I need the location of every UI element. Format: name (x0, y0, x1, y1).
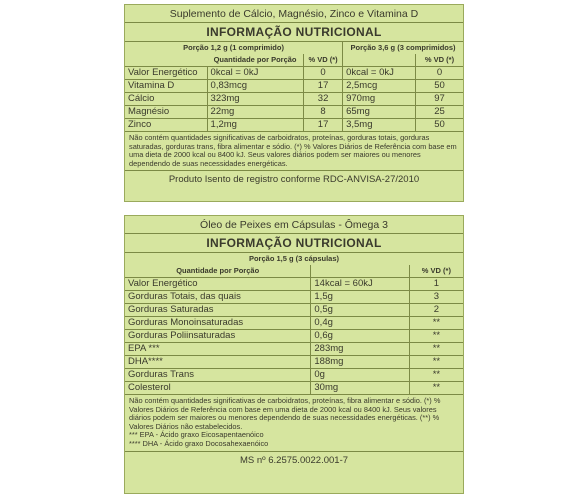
table-row (125, 369, 463, 382)
nutrient-name: Zinco (125, 119, 207, 132)
col-vd: % VD (*) (409, 265, 463, 278)
product-title: Óleo de Peixes em Cápsulas - Ômega 3 (200, 219, 388, 231)
quantity: 0g (311, 369, 409, 382)
table-row (125, 304, 463, 317)
vd-value: ** (409, 343, 463, 356)
quantity: 1,2mg (207, 119, 304, 132)
vd-value: ** (409, 317, 463, 330)
nutrition-heading: INFORMAÇÃO NUTRICIONAL (125, 22, 463, 42)
nutrient-name: Gorduras Monoinsaturadas (125, 317, 311, 330)
quantity: 3,5mg (343, 119, 416, 132)
quantity: 970mg (343, 93, 416, 106)
nutrient-name: Gorduras Totais, das quais (125, 291, 311, 304)
quantity: 0,83mcg (207, 80, 304, 93)
quantity: 0kcal = 0kJ (343, 67, 416, 80)
footnote: Não contém quantidades significativas de carboidratos, proteínas, gorduras totais, gorduras saturadas, gorduras trans, fibra alimentar e sódio. (*) % Valores Diários de Referência com base em uma dieta de 2000 kcal ou 8400 kJ. Seus valores diários podem ser maiores ou menores dependendo de suas necessidades energéticas. (125, 131, 463, 170)
vd-value: 50 (415, 119, 463, 132)
table-row (125, 356, 463, 369)
nutrient-name: Gorduras Saturadas (125, 304, 311, 317)
quantity: 30mg (311, 382, 409, 395)
dha-definition: **** DHA - Ácido graxo Docosahexaenóico (129, 438, 269, 448)
nutrient-name: Vitamina D (125, 80, 207, 93)
registration-number: MS nº 6.2575.0022.001-7 (125, 451, 463, 469)
vd-value: 2 (409, 304, 463, 317)
nutrient-name: Valor Energético (125, 278, 311, 291)
nutrient-name: Cálcio (125, 93, 207, 106)
col-vd: % VD (*) (304, 54, 343, 67)
table-row (125, 106, 463, 119)
vd-value: ** (409, 330, 463, 343)
nutrient-name: EPA *** (125, 343, 311, 356)
portion-single: Porção 1,2 g (1 comprimido) (183, 43, 284, 52)
table-row (125, 291, 463, 304)
nutrient-name: Gorduras Poliinsaturadas (125, 330, 311, 343)
nutrition-table (125, 253, 463, 394)
table-row (125, 382, 463, 395)
quantity: 0,4g (311, 317, 409, 330)
quantity: 0kcal = 0kJ (207, 67, 304, 80)
quantity: 65mg (343, 106, 416, 119)
table-row (125, 93, 463, 106)
table-row (125, 67, 463, 80)
vd-value: 32 (304, 93, 343, 106)
quantity: 2,5mcg (343, 80, 416, 93)
footnote-text: Não contém quantidades significativas de carboidratos, proteínas, fibra alimentar e sódio. (*) % Valores Diários de Referência com base em uma dieta de 2000 kcal ou 8400 kJ. Seus valores diários podem ser maiores ou menores dependendo de suas necessidades energéticas. (**) % Valores Diários não estabelecidos. (129, 396, 441, 431)
vd-value: 17 (304, 119, 343, 132)
nutrition-heading: INFORMAÇÃO NUTRICIONAL (125, 233, 463, 253)
table-row (125, 80, 463, 93)
quantity: 22mg (207, 106, 304, 119)
vd-value: 0 (304, 67, 343, 80)
vd-value: 8 (304, 106, 343, 119)
registration-note: Produto Isento de registro conforme RDC-ANVISA-27/2010 (125, 170, 463, 188)
table-row (125, 317, 463, 330)
product-title: Suplemento de Cálcio, Magnésio, Zinco e Vitamina D (169, 8, 419, 20)
col-quantity: Quantidade por Porção (176, 266, 260, 275)
vd-value: 50 (415, 80, 463, 93)
table-row (125, 119, 463, 132)
quantity: 0,6g (311, 330, 409, 343)
quantity: 0,5g (311, 304, 409, 317)
table-row (125, 343, 463, 356)
vd-value: 3 (409, 291, 463, 304)
col-quantity: Quantidade por Porção (213, 55, 297, 64)
vd-value: 25 (415, 106, 463, 119)
vd-value: ** (409, 382, 463, 395)
quantity: 1,5g (311, 291, 409, 304)
calcium-supplement-label (124, 4, 464, 202)
table-row (125, 330, 463, 343)
vd-value: 1 (409, 278, 463, 291)
vd-value: ** (409, 356, 463, 369)
nutrition-table (125, 42, 463, 131)
nutrient-name: Valor Energético (125, 67, 207, 80)
vd-value: ** (409, 369, 463, 382)
nutrient-name: Colesterol (125, 382, 311, 395)
omega3-label (124, 215, 464, 494)
nutrient-name: Gorduras Trans (125, 369, 311, 382)
quantity: 323mg (207, 93, 304, 106)
footnote (125, 394, 463, 451)
vd-value: 97 (415, 93, 463, 106)
quantity: 188mg (311, 356, 409, 369)
quantity: 14kcal = 60kJ (311, 278, 409, 291)
nutrient-name: DHA**** (125, 356, 311, 369)
portion-size: Porção 1,5 g (3 cápsulas) (248, 254, 340, 263)
table-row (125, 278, 463, 291)
vd-value: 17 (304, 80, 343, 93)
vd-value: 0 (415, 67, 463, 80)
quantity: 283mg (311, 343, 409, 356)
epa-definition: *** EPA - Ácido graxo Eicosapentaenóico (129, 430, 264, 440)
nutrient-name: Magnésio (125, 106, 207, 119)
portion-triple: Porção 3,6 g (3 comprimidos) (343, 42, 463, 54)
col-vd: % VD (*) (415, 54, 463, 67)
